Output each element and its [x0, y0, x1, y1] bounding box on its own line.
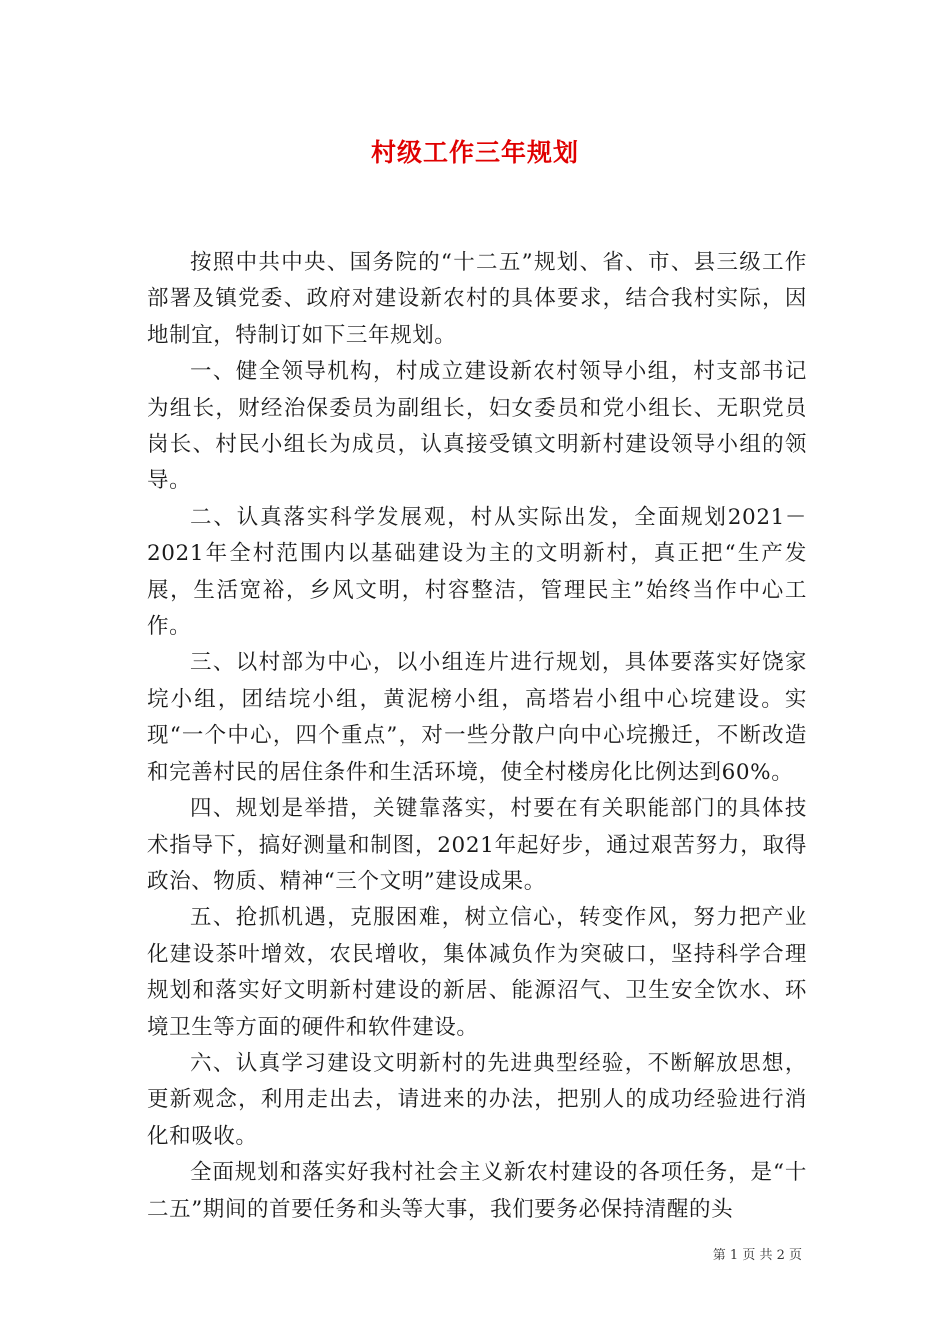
- document-title: 村级工作三年规划: [370, 138, 579, 167]
- paragraph-6: 六、认真学习建设文明新村的先进典型经验，不断解放思想，更新观念，利用走出去，请进来的办法，把别人的成功经验进行消化和吸收。: [147, 1050, 807, 1149]
- page-number-footer: 第 1 页 共 2 页: [712, 1248, 802, 1263]
- paragraph-1: 一、健全领导机构，村成立建设新农村领导小组，村支部书记为组长，财经治保委员为副组长，妇女委员和党小组长、无职党员岗长、村民小组长为成员，认真接受镇文明新村建设领导小组的领导。: [147, 359, 807, 494]
- paragraph-intro: 按照中共中央、国务院的“十二五”规划、省、市、县三级工作部署及镇党委、政府对建设新农村的具体要求，结合我村实际，因地制宜，特制订如下三年规划。: [147, 250, 807, 348]
- document-body: [147, 245, 807, 1228]
- paragraph-conclusion: 全面规划和落实好我村社会主义新农村建设的各项任务，是“十二五”期间的首要任务和头等大事，我们要务必保持清醒的头: [147, 1160, 807, 1222]
- paragraph-3: 三、以村部为中心，以小组连片进行规划，具体要落实好饶家垸小组，团结垸小组，黄泥榜小组，高塔岩小组中心垸建设。实现“一个中心，四个重点”，对一些分散户向中心垸搬迁，不断改造和完善村民的居住条件和生活环境，使全村楼房化比例达到60%。: [147, 650, 807, 785]
- paragraph-2: 二、认真落实科学发展观，村从实际出发，全面规划2021－2021年全村范围内以基础建设为主的文明新村，真正把“生产发展，生活宽裕，乡风文明，村容整洁，管理民主”始终当作中心工作。: [147, 504, 807, 640]
- paragraph-5: 五、抢抓机遇，克服困难，树立信心，转变作风，努力把产业化建设茶叶增效，农民增收，集体减负作为突破口，坚持科学合理规划和落实好文明新村建设的新居、能源沼气、卫生安全饮水、环境卫生等方面的硬件和软件建设。: [147, 905, 807, 1040]
- paragraph-4: 四、规划是举措，关键靠落实，村要在有关职能部门的具体技术指导下，搞好测量和制图，2021年起好步，通过艰苦努力，取得政治、物质、精神“三个文明”建设成果。: [147, 796, 807, 894]
